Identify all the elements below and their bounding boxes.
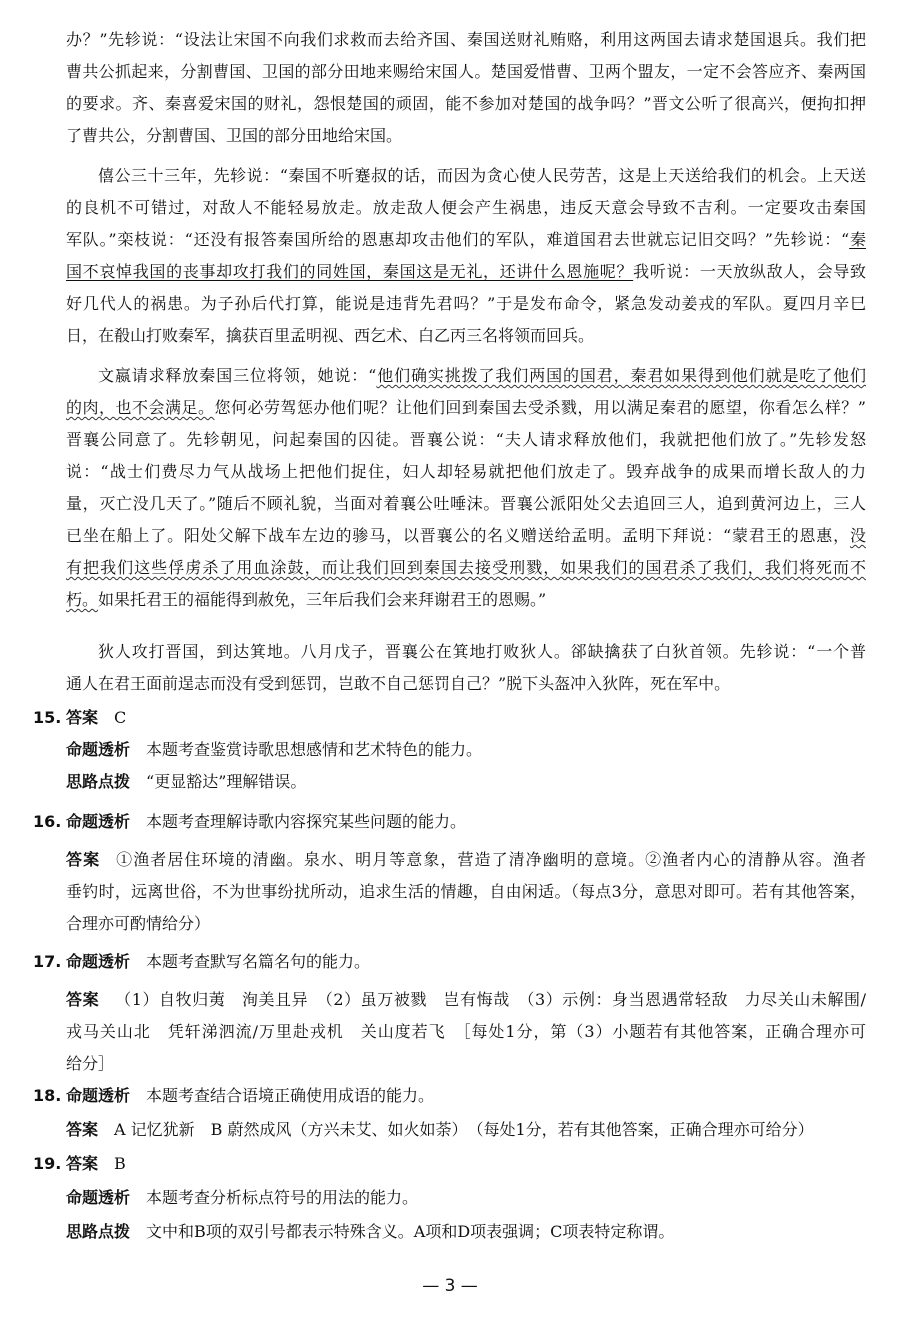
question-number: 17.	[33, 952, 62, 971]
answer-text: （1）自牧归荑 洵美且异 （2）虽万被戮 岂有悔哉 （3）示例：身当恩遇常轻敌 力尽关山未解围/	[115, 990, 866, 1009]
page-number: — 3 —	[422, 1276, 478, 1296]
answer-row	[33, 1152, 866, 1176]
text-line: 了曹共公，分割曹国、卫国的部分田地给宋国。	[66, 126, 403, 145]
text-line: 量，灭亡没几天了。”随后不顾礼貌，当面对着襄公吐唾沫。晋襄公派阳处父去追回三人，追到黄河边上，三人	[66, 494, 866, 513]
analysis-text: 本题考查分析标点符号的用法的能力。	[146, 1188, 419, 1207]
answer-label: 答案	[66, 850, 101, 869]
analysis-label: 命题透析	[66, 812, 131, 831]
hint-label: 思路点拨	[66, 772, 131, 791]
analysis-label: 命题透析	[66, 1188, 131, 1207]
answer-value: C	[114, 708, 127, 727]
text-span: 我听说：一天放纵敌人，会导致	[633, 262, 866, 281]
analysis-label: 命题透析	[66, 952, 131, 971]
answer-row	[66, 988, 866, 1012]
text-line: 曹共公抓起来，分割曹国、卫国的部分田地来赐给宋国人。楚国爱惜曹、卫两个盟友，一定不会答应齐、秦两国	[66, 62, 866, 81]
answer-label: 答案	[66, 1120, 99, 1139]
answer-text-line: 合理亦可酌情给分）	[66, 914, 211, 933]
text-line	[66, 524, 866, 548]
answer-row	[66, 848, 866, 872]
answer-value: B	[114, 1154, 126, 1173]
answer-text: ①渔者居住环境的清幽。泉水、明月等意象，营造了清净幽明的意境。②渔者内心的清静从容。渔者	[116, 850, 866, 869]
analysis-label: 命题透析	[66, 1086, 131, 1105]
hint-text: “更显豁达”理解错误。	[146, 772, 307, 791]
text-line: 狄人攻打晋国，到达箕地。八月戊子，晋襄公在箕地打败狄人。郤缺擒获了白狄首领。先轸说：“一个普	[98, 642, 866, 661]
text-line: 的要求。齐、秦喜爱宋国的财礼，怨恨楚国的顽固，能不参加对楚国的战争吗？”晋文公听了很高兴，便拘扣押	[66, 94, 866, 113]
analysis-text: 本题考查默写名篇名句的能力。	[146, 952, 371, 971]
answer-row	[33, 706, 866, 730]
text-line: 的良机不可错过，对敌人不能轻易放走。放走敌人便会产生祸患，违反天意会导致不吉利。一定要攻击秦国	[66, 198, 866, 217]
text-span: 已坐在船上了。阳处父解下战车左边的骖马，以晋襄公的名义赠送给孟明。孟明下拜说：“蒙君王的恩惠，	[66, 526, 850, 545]
answer-label: 答案	[66, 708, 99, 727]
text-line: 晋襄公同意了。先轸朝见，问起秦国的囚徒。晋襄公说：“夫人请求释放他们，我就把他们放了。”先轸发怒	[66, 430, 866, 449]
analysis-text: 本题考查理解诗歌内容探究某些问题的能力。	[146, 812, 467, 831]
answer-text-line: 给分］	[66, 1054, 115, 1073]
question-number: 18.	[33, 1086, 62, 1105]
analysis-row	[33, 810, 866, 834]
text-line	[66, 588, 866, 612]
hint-label: 思路点拨	[66, 1222, 131, 1241]
analysis-text: 本题考查结合语境正确使用成语的能力。	[146, 1086, 435, 1105]
wavy-underlined-span: 没	[849, 526, 866, 545]
analysis-row	[33, 950, 866, 974]
answer-text-line: 戎马关山北 凭轩涕泗流/万里赴戎机 关山度若飞 ［每处1分，第（3）小题若有其他答案，正确合理亦可	[66, 1022, 866, 1041]
text-line	[66, 228, 866, 252]
hint-text: 文中和B项的双引号都表示特殊含义。A项和D项表强调；C项表特定称谓。	[146, 1222, 675, 1241]
wavy-underlined-span: 他们确实挑拨了我们两国的国君，秦君如果得到他们就是吃了他们	[376, 366, 866, 385]
underlined-span: 秦	[849, 230, 866, 249]
underlined-span: 国不哀悼我国的丧事却攻打我们的同姓国，秦国这是无礼，还讲什么恩施呢？	[66, 262, 634, 281]
text-line	[66, 556, 866, 580]
text-span: 文嬴请求释放秦国三位将领，她说：“	[98, 366, 377, 385]
analysis-row	[66, 738, 866, 762]
text-line	[66, 364, 866, 388]
analysis-row	[33, 1084, 866, 1108]
text-line: 说：“战士们费尽力气从战场上把他们捉住，妇人却轻易就把他们放走了。毁弃战争的成果而增长敌人的力	[66, 462, 866, 481]
analysis-label: 命题透析	[66, 740, 131, 759]
answer-row	[66, 1118, 866, 1142]
text-line: 通人在君王面前逞志而没有受到惩罚，岂敢不自己惩罚自己？”脱下头盔冲入狄阵，死在军中。	[66, 674, 731, 693]
hint-row	[66, 1220, 866, 1244]
wavy-underlined-span: 有把我们这些俘虏杀了用血涂鼓，而让我们回到秦国去接受刑戮，如果我们的国君杀了我们，我们将死而不	[66, 558, 866, 577]
answer-label: 答案	[66, 1154, 99, 1173]
analysis-text: 本题考查鉴赏诗歌思想感情和艺术特色的能力。	[146, 740, 483, 759]
answer-label: 答案	[66, 990, 100, 1009]
text-line: 好几代人的祸患。为子孙后代打算，能说是违背先君吗？”于是发布命令，紧急发动姜戎的军队。夏四月辛巳	[66, 294, 866, 313]
question-number: 19.	[33, 1154, 62, 1173]
text-line: 日，在殽山打败秦军，擒获百里孟明视、西乞术、白乙丙三名将领而回兵。	[66, 326, 595, 345]
text-line	[66, 396, 866, 420]
text-span: 如果托君王的福能得到赦免，三年后我们会来拜谢君王的恩赐。”	[98, 590, 547, 609]
question-number: 15.	[33, 708, 62, 727]
text-span: 您何必劳驾惩办他们呢？让他们回到秦国去受杀戮，用以满足秦君的愿望，你看怎么样？”	[214, 398, 866, 417]
wavy-underlined-span: 朽。	[66, 590, 99, 609]
text-line: 办？”先轸说：“设法让宋国不向我们求救而去给齐国、秦国送财礼贿赂，利用这两国去请求楚国退兵。我们把	[66, 30, 866, 49]
text-span: 军队。”栾枝说：“还没有报答秦国所给的恩惠却攻击他们的军队，难道国君去世就忘记旧交吗？”先轸说：“	[66, 230, 850, 249]
analysis-row	[66, 1186, 866, 1210]
wavy-underlined-span: 的肉，也不会满足。	[66, 398, 215, 417]
hint-row	[66, 770, 866, 794]
text-line	[66, 260, 866, 284]
answer-text: A 记忆犹新 B 蔚然成风（方兴未艾、如火如荼） （每处1分，若有其他答案，正确合理亦可给分）	[114, 1120, 814, 1139]
answer-text-line: 垂钓时，远离世俗，不为世事纷扰所动，追求生活的情趣，自由闲适。（每点3分，意思对即可。若有其他答案，	[66, 882, 866, 901]
question-number: 16.	[33, 812, 62, 831]
text-line: 僖公三十三年，先轸说：“秦国不听蹇叔的话，而因为贪心使人民劳苦，这是上天送给我们的机会。上天送	[98, 166, 866, 185]
